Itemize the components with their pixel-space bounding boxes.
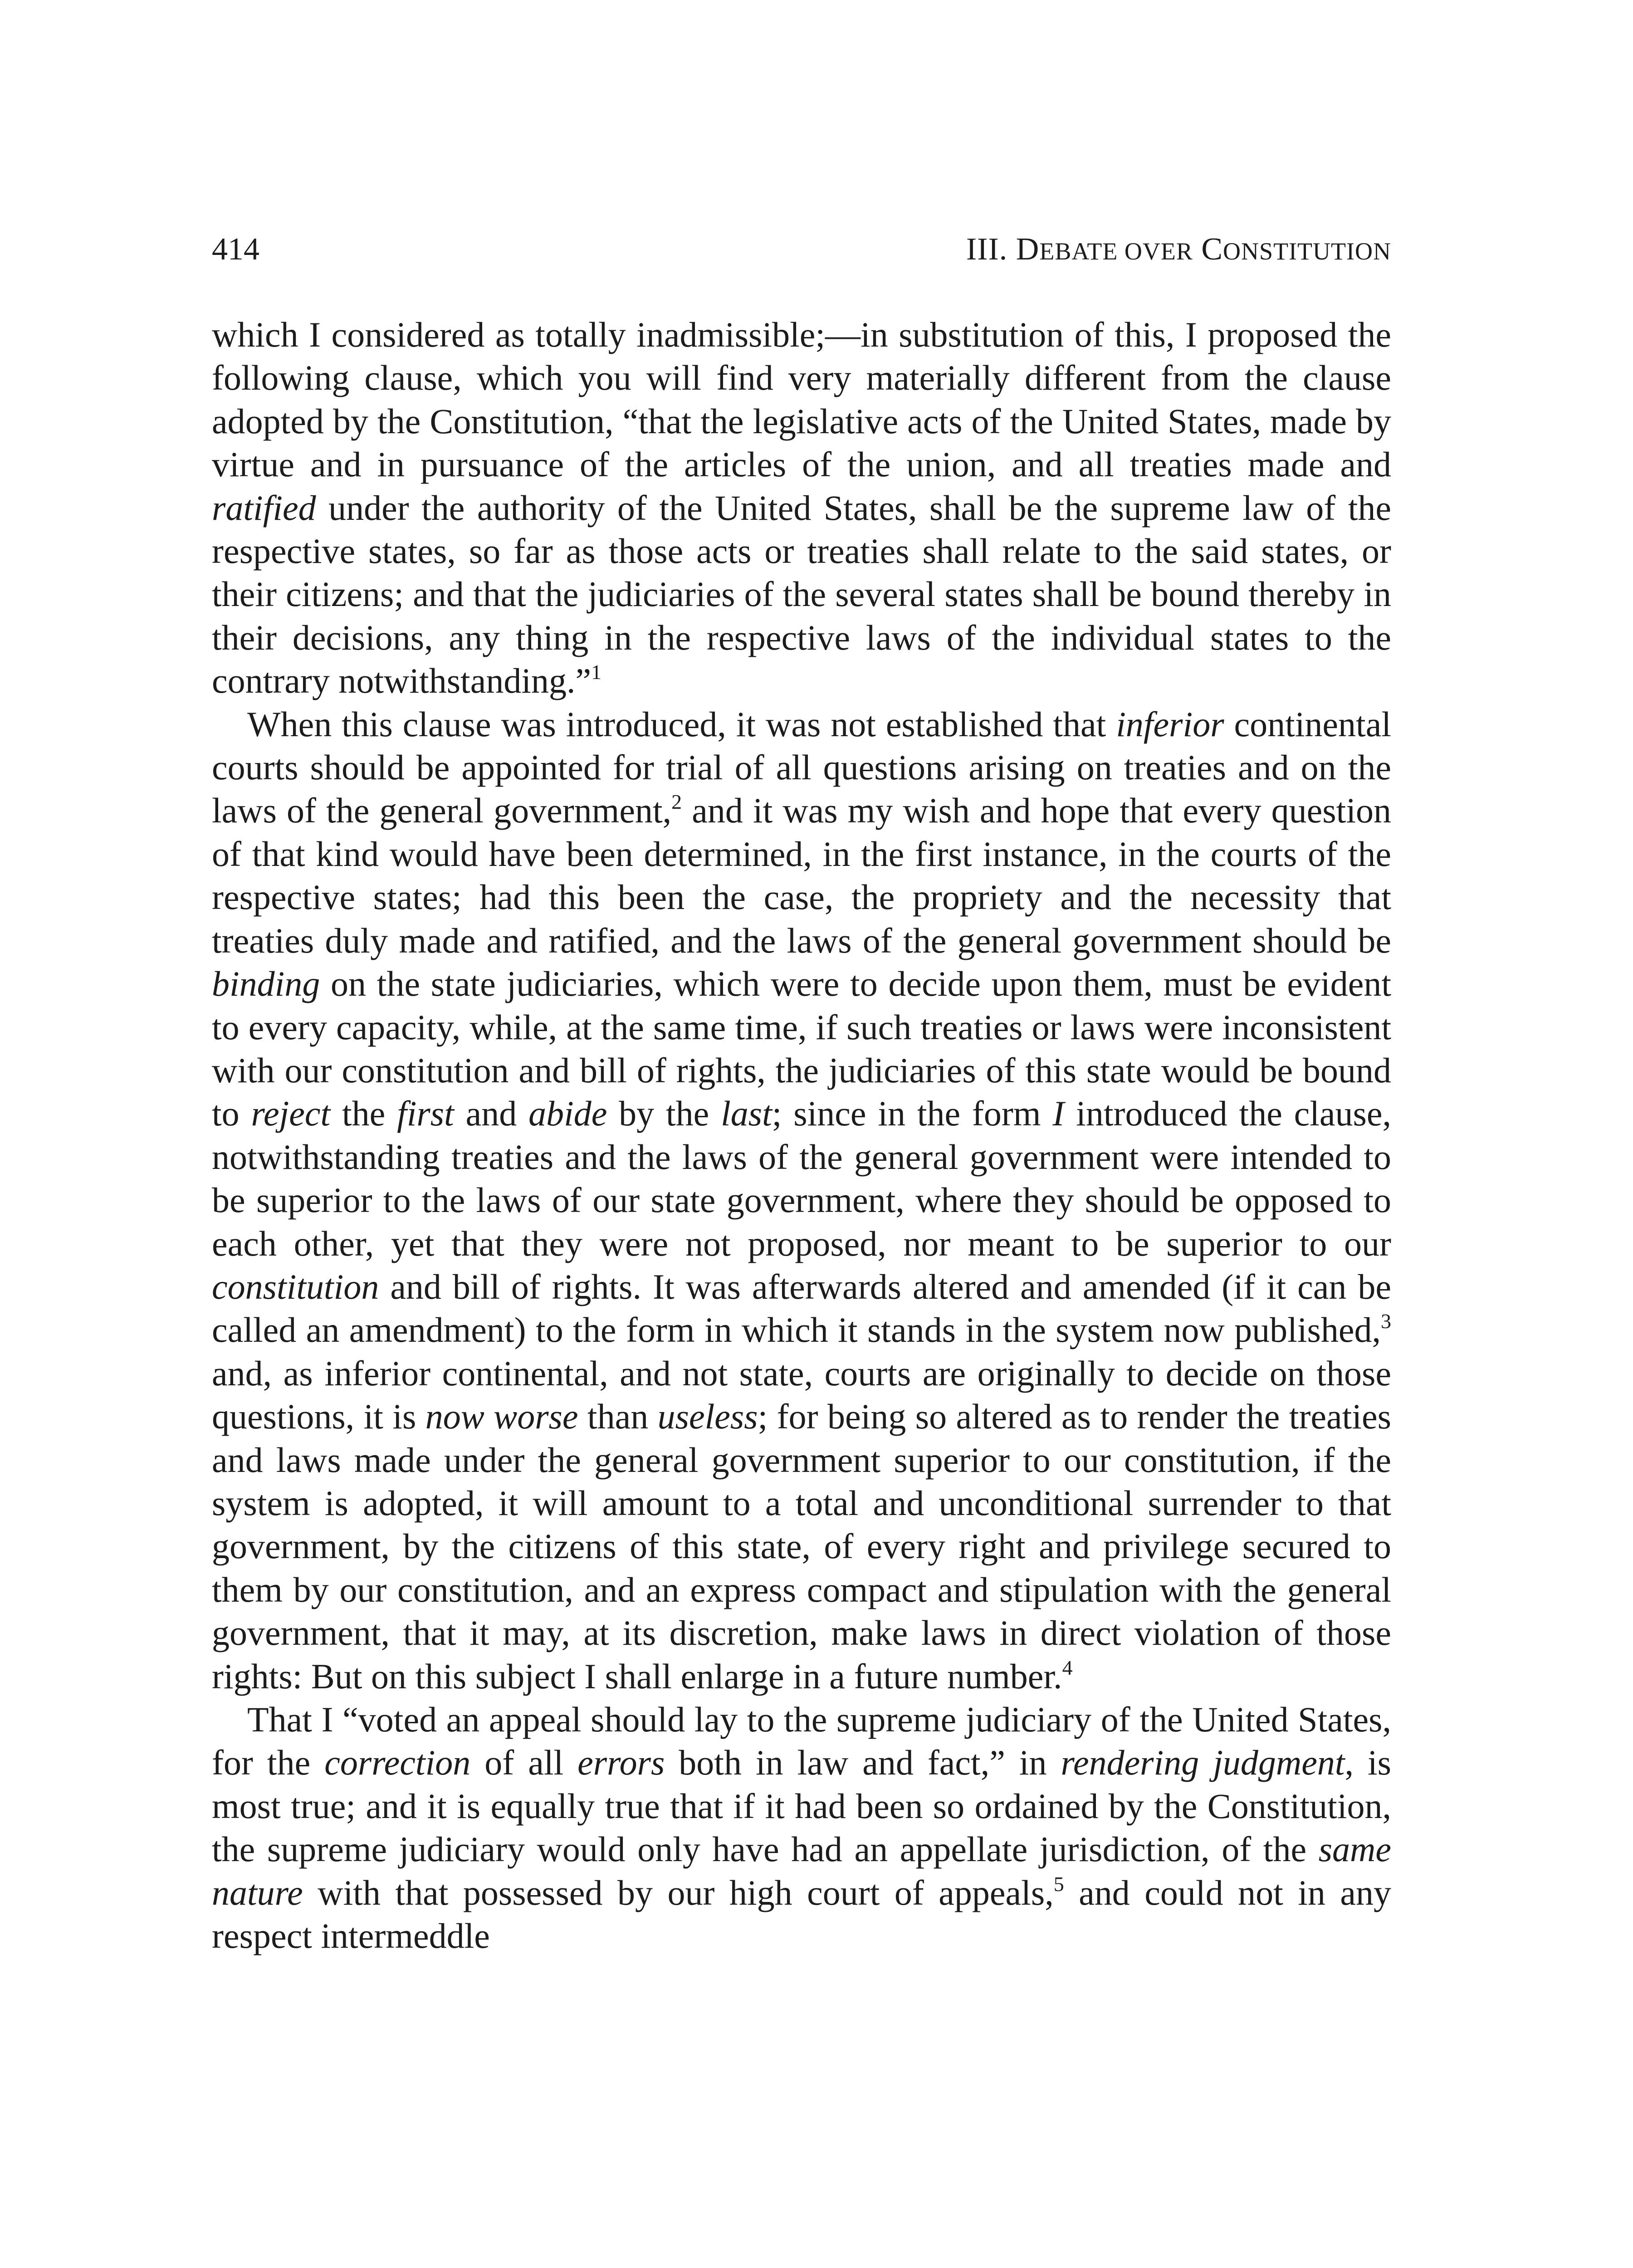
text-span: introduced the clause, notwithstanding treaties and the laws of the general government were intended to be superior to the laws of our state government, where they should be opposed to each other, yet that they were not proposed, nor meant to be superior to our [212, 1094, 1392, 1263]
text-span: of all [470, 1743, 578, 1783]
text-span: , is most true; and it is equally true that if it had been so ordained by the Constitution, the supreme judiciary would only have had an appellate jurisdiction, of the [212, 1743, 1392, 1869]
paragraph-3 [212, 1698, 1391, 1957]
text-span: ; since in the form [772, 1094, 1053, 1134]
italic-same-nature: same nature [212, 1829, 1391, 1912]
text-span: and, as inferior continental, and not state, courts are originally to decide on those questions, it is [212, 1353, 1391, 1437]
italic-now-worse: now worse [425, 1397, 578, 1437]
running-head-smallcaps-onstitution: ONSTITUTION [1223, 238, 1391, 265]
text-span: which I considered as totally inadmissible;—in substitution of this, I proposed the following clause, which you will find very materially different from the clause adopted by the Constitution, “that the legislative acts of the United States, made by virtue and in pursuance of the articles of the union, and all treaties made and [212, 315, 1391, 484]
text-span: under the authority of the United States, shall be the supreme law of the respective states, so far as those acts or treaties shall relate to the said states, or their citizens; and that the judiciaries of the several states shall be bound thereby in their decisions, any thing in the respective laws of the individual states to the contrary notwithstanding.” [212, 488, 1391, 701]
paragraph-1 [212, 313, 1391, 703]
footnote-marker-1: 1 [591, 660, 602, 684]
text-span: than [578, 1397, 658, 1437]
footnote-marker-5: 5 [1053, 1872, 1064, 1896]
running-head-initial-c: C [1201, 232, 1223, 267]
italic-reject: reject [251, 1094, 331, 1134]
text-span: by the [607, 1094, 721, 1134]
page-number: 414 [212, 232, 259, 267]
italic-errors: errors [577, 1743, 665, 1783]
italic-binding: binding [212, 964, 320, 1004]
italic-correction: correction [324, 1743, 471, 1783]
text-span: When this clause was introduced, it was not established that [247, 704, 1116, 744]
text-span: on the state judiciaries, which were to decide upon them, must be evident to every capacity, while, at the same time, if such treaties or laws were inconsistent with our constitution and bill of rights, the judiciaries of this state would be bound to [212, 964, 1391, 1134]
italic-inferior: inferior [1116, 704, 1224, 744]
text-span: continental courts should be appointed for trial of all questions arising on treaties and on the laws of the general government, [212, 704, 1392, 831]
italic-rendering-judgment: rendering judgment [1061, 1743, 1345, 1783]
running-head-part-number: III. [966, 232, 1008, 267]
text-span: and could not in any respect intermeddle [212, 1872, 1392, 1956]
text-span: ; for being so altered as to render the treaties and laws made under the general government superior to our constitution, if the system is adopted, it will amount to a total and unconditional surrender to that government, by the citizens of this state, of every right and privilege secured to them by our constitution, and an express compact and stipulation with the general government, that it may, at its discretion, make laws in direct violation of those rights: But on this subject I shall enlarge in a future number. [212, 1397, 1391, 1696]
running-head [966, 229, 1391, 272]
footnote-marker-2: 2 [671, 790, 682, 814]
text-span: That I “voted an appeal should lay to the supreme judiciary of the United States, for the [212, 1700, 1391, 1783]
page-header [212, 229, 1391, 270]
italic-constitution: constitution [212, 1266, 379, 1306]
italic-first: first [397, 1094, 454, 1134]
footnote-marker-3: 3 [1381, 1310, 1391, 1333]
running-head-smallcaps-ebate-over: EBATE OVER [1039, 238, 1193, 265]
italic-ratified: ratified [212, 488, 316, 528]
text-span: and bill of rights. It was afterwards altered and amended (if it can be called an amendment) to the form in which it stands in the system now published, [212, 1266, 1391, 1350]
body-text [212, 313, 1391, 1957]
text-span: and it was my wish and hope that every question of that kind would have been determined, in the first instance, in the courts of the respective states; had this been the case, the propriety and the necessity that treaties duly made and ratified, and the laws of the general government should be [212, 791, 1391, 960]
text-span: both in law and fact,” in [665, 1743, 1061, 1783]
italic-useless: useless [657, 1397, 758, 1437]
paragraph-2 [212, 703, 1391, 1698]
footnote-marker-4: 4 [1062, 1656, 1073, 1679]
italic-last: last [721, 1094, 772, 1134]
running-head-initial-d: D [1016, 232, 1040, 267]
text-span: and [454, 1094, 529, 1134]
italic-abide: abide [528, 1094, 607, 1134]
text-span: with that possessed by our high court of appeals, [303, 1872, 1054, 1912]
text-span: the [330, 1094, 397, 1134]
italic-i: I [1052, 1094, 1065, 1134]
